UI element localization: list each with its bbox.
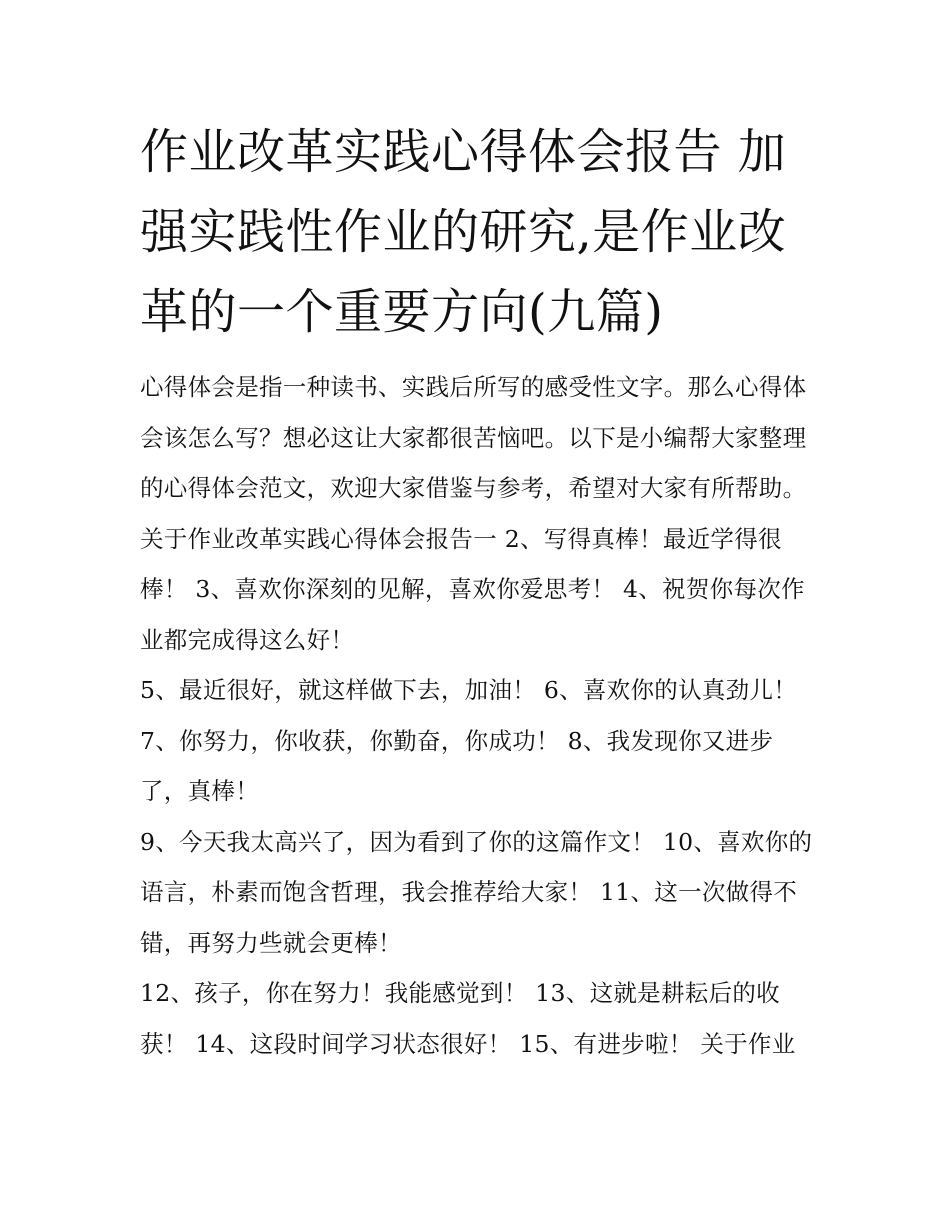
paragraph-4: 12、孩子，你在努力！我能感觉到！ 13、这就是耕耘后的收获！ 14、这段时间学习状态很好！ 15、有进步啦！ 关于作业 xyxy=(140,979,796,1058)
paragraph-2: 5、最近很好，就这样做下去，加油！ 6、喜欢你的认真劲儿！ 7、你努力，你收获，你勤奋，你成功！ 8、我发现你又进步了，真棒！ xyxy=(140,676,798,805)
paragraph-1: 关于作业改革实践心得体会报告一 2、写得真棒！最近学得很棒！ 3、喜欢你深刻的见解，喜欢你爱思考！ 4、祝贺你每次作业都完成得这么好！ xyxy=(140,524,805,654)
paragraph-3: 9、今天我太高兴了，因为看到了你的这篇作文！ 10、喜欢你的语言，朴素而饱含哲理，我会推荐给大家！ 11、这一次做得不错，再努力些就会更棒！ xyxy=(140,827,813,957)
document-content xyxy=(140,112,815,1069)
paragraph-intro: 心得体会是指一种读书、实践后所写的感受性文字。那么心得体会该怎么写？想必这让大家都很苦恼吧。以下是小编帮大家整理的心得体会范文，欢迎大家借鉴与参考，希望对大家有所帮助。 xyxy=(140,373,807,502)
document-title: 作业改革实践心得体会报告 加强实践性作业的研究,是作业改革的一个重要方向(九篇) xyxy=(140,124,787,340)
